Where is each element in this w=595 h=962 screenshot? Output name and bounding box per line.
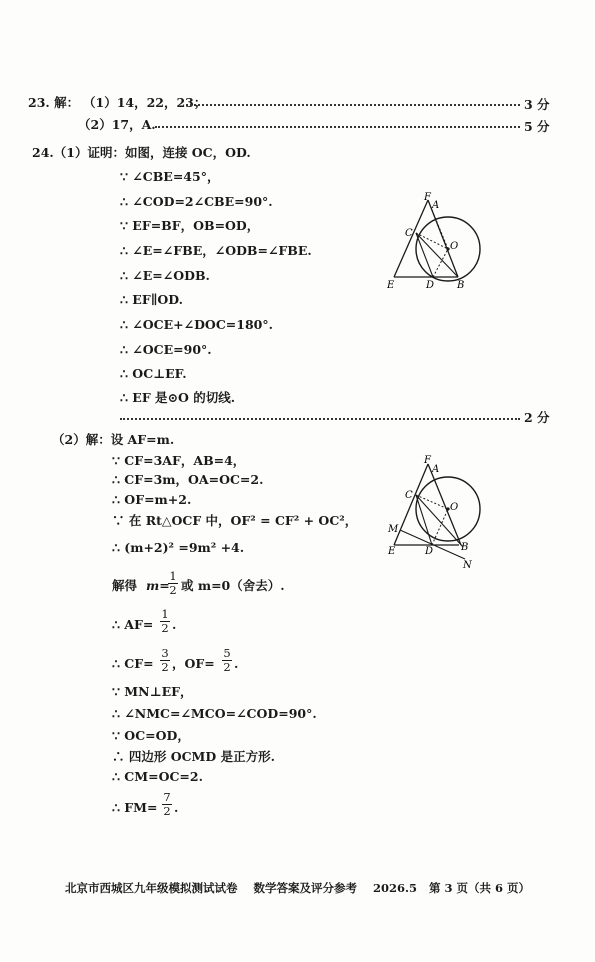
- proof-line: ∴ ∠OCE+∠DOC=180°.: [120, 317, 273, 332]
- label-D: D: [425, 546, 434, 557]
- q23-score2: 5 分: [524, 119, 550, 134]
- label-F: F: [424, 455, 431, 466]
- solution-line: ∴ 四边形 OCMD 是正方形.: [112, 749, 275, 764]
- geometry-figure-2: [383, 452, 493, 572]
- q23-score1: 3 分: [524, 97, 550, 112]
- period: .: [234, 656, 239, 671]
- solution-line: ∴ CF=3m，OA=OC=2.: [112, 472, 264, 487]
- label-F: F: [424, 192, 431, 203]
- label-B: B: [457, 280, 465, 291]
- solution-line: ∴ CM=OC=2.: [112, 769, 203, 784]
- proof-line: ∴ EF∥OD.: [120, 292, 183, 307]
- solution-line: ∴ ∠NMC=∠MCO=∠COD=90°.: [112, 706, 317, 721]
- proof-line: ∵ ∠CBE=45°，: [120, 169, 220, 184]
- label-A: A: [432, 464, 440, 475]
- fm-line: ∴ FM=: [112, 800, 158, 815]
- part2-heading: （2）解：设 AF=m.: [52, 432, 175, 447]
- label-M: M: [388, 524, 399, 535]
- label-D: D: [426, 280, 435, 291]
- q23-number: 23. 解：: [28, 95, 80, 110]
- proof-line: ∴ ∠OCE=90°.: [120, 342, 212, 357]
- fraction-one-half: 1 2: [169, 569, 177, 597]
- label-C: C: [405, 490, 413, 501]
- fraction-three-half: 3 2: [161, 646, 169, 674]
- solution-line: ∵ 在 Rt△OCF 中，OF² = CF² + OC²，: [112, 513, 358, 528]
- score-leader: [120, 418, 520, 420]
- label-N: N: [463, 560, 472, 571]
- label-O: O: [450, 502, 459, 513]
- q24-heading: 24.（1）证明：如图，连接 OC，OD.: [32, 145, 251, 160]
- fraction-five-half: 5 2: [223, 646, 231, 674]
- solution-line: ∴ (m+2)² =9m² +4.: [112, 540, 245, 555]
- period: .: [174, 800, 179, 815]
- af-line: ∴ AF=: [112, 617, 154, 632]
- fraction-one-half: 1 2: [161, 607, 169, 635]
- label-C: C: [405, 228, 413, 239]
- label-O: O: [450, 241, 459, 252]
- proof-line: ∴ ∠COD=2∠CBE=90°.: [120, 194, 273, 209]
- proof-line: ∴ ∠E=∠ODB.: [120, 268, 210, 283]
- solution-line: ∴ OF=m+2.: [112, 492, 192, 507]
- proof-line: ∵ EF=BF，OB=OD，: [120, 218, 260, 233]
- page-footer: 北京市西城区九年级模拟测试试卷 数学答案及评分参考 2026.5 第 3 页（共 6 页）: [64, 881, 531, 895]
- solve-var: m=: [146, 578, 170, 593]
- label-E: E: [388, 546, 396, 557]
- cf-line: ∴ CF=: [112, 656, 154, 671]
- q24-score1: 2 分: [524, 410, 550, 425]
- of-label: ，OF=: [172, 656, 215, 671]
- q23-part2: （2）17，A.: [78, 117, 156, 132]
- proof-line: ∴ OC⊥EF.: [120, 366, 187, 381]
- q23-part1: （1）14，22，23；: [83, 95, 207, 110]
- geometry-figure-1: [385, 190, 490, 300]
- solve-rest: 或 m=0（舍去）.: [181, 578, 285, 593]
- fraction-seven-half: 7 2: [163, 790, 171, 818]
- proof-line: ∴ ∠E=∠FBE，∠ODB=∠FBE.: [120, 243, 312, 258]
- period: .: [172, 617, 177, 632]
- label-A: A: [432, 200, 440, 211]
- proof-line: ∴ EF 是⊙O 的切线.: [120, 390, 236, 405]
- solution-line: ∵ CF=3AF，AB=4，: [112, 453, 246, 468]
- score-leader: [186, 104, 520, 106]
- solve-label: 解得: [112, 578, 138, 593]
- score-leader: [155, 126, 520, 128]
- label-B: B: [461, 542, 469, 553]
- solution-line: ∵ MN⊥EF，: [112, 684, 193, 699]
- solution-line: ∵ OC=OD，: [112, 728, 190, 743]
- label-E: E: [387, 280, 395, 291]
